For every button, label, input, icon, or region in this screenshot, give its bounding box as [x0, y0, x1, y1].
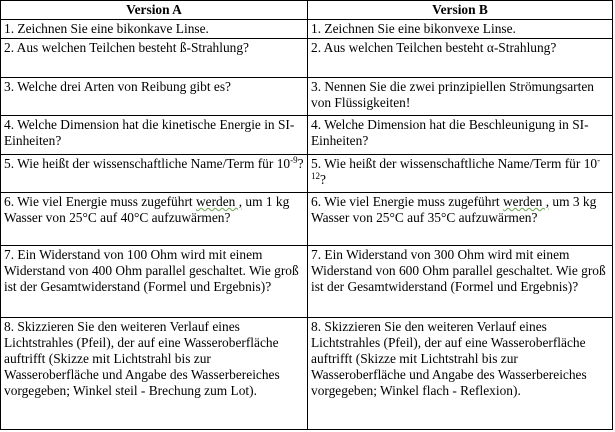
question-cell-a: 4. Welche Dimension hat die kinetische Energie in SI-Einheiten?	[1, 116, 308, 154]
question-cell-b: 8. Skizzieren Sie den weiteren Verlauf eines Lichtstrahles (Pfeil), der auf eine Wasseroberfläche auftrifft (Skizze mit Lichtstrahl bis zur Wasseroberfläche und Angabe des Wasserbereiches vorgegeben; Winkel flach - Reflexion).	[308, 317, 613, 429]
question-text: 5. Wie heißt der wissenschaftliche Name/Term für 10	[4, 155, 291, 171]
table-row	[1, 246, 613, 318]
spellcheck-marked-text: werden ,	[195, 194, 243, 210]
question-cell-b: 2. Aus welchen Teilchen besteht α-Strahlung?	[308, 39, 613, 77]
question-text-end: ?	[297, 155, 304, 171]
table-row	[1, 193, 613, 246]
table-row	[1, 77, 613, 115]
question-text-end: um 3 kg Wasser von 25°C auf 35°C aufzuwärmen?	[311, 194, 597, 226]
question-cell-b: 1. Zeichnen Sie eine bikonvexe Linse.	[308, 20, 613, 39]
exponent: -9	[290, 154, 298, 165]
question-text: 6. Wie viel Energie muss zugeführt	[4, 194, 196, 210]
question-cell-a: 3. Welche drei Arten von Reibung gibt es?	[1, 77, 308, 115]
question-text-end: ?	[320, 171, 326, 187]
question-cell-b	[308, 193, 613, 246]
question-cell-b: 3. Nennen Sie die zwei prinzipiellen Strömungsarten von Flüssigkeiten!	[308, 77, 613, 115]
table-row	[1, 154, 613, 192]
exponent: -12	[311, 154, 601, 181]
question-text: 6. Wie viel Energie muss zugeführt	[311, 194, 503, 210]
spellcheck-marked-text: werden ,	[502, 194, 550, 210]
question-cell-a: 8. Skizzieren Sie den weiteren Verlauf eines Lichtstrahles (Pfeil), der auf eine Wasseroberfläche auftrifft (Skizze mit Lichtstrahl bis zur Wasseroberfläche und Angabe des Wasserbereiches vorgegeben; Winkel steil - Brechung zum Lot).	[1, 317, 308, 429]
header-row	[1, 1, 613, 20]
table-row	[1, 39, 613, 77]
column-header-version-a: Version A	[1, 1, 308, 20]
question-text: 5. Wie heißt der wissenschaftliche Name/Term für 10	[311, 155, 598, 171]
question-cell-a: 7. Ein Widerstand von 100 Ohm wird mit einem Widerstand von 400 Ohm parallel geschaltet. Wie groß ist der Gesamtwiderstand (Formel und Ergebnis)?	[1, 246, 308, 318]
question-cell-b: 7. Ein Widerstand von 300 Ohm wird mit einem Widerstand von 600 Ohm parallel geschaltet. Wie groß ist der Gesamtwiderstand (Formel und Ergebnis)?	[308, 246, 613, 318]
question-cell-a: 1. Zeichnen Sie eine bikonkave Linse.	[1, 20, 308, 39]
table-row	[1, 20, 613, 39]
question-cell-a	[1, 193, 308, 246]
question-cell-b	[308, 154, 613, 192]
column-header-version-b: Version B	[308, 1, 613, 20]
table-row	[1, 116, 613, 154]
question-cell-b: 4. Welche Dimension hat die Beschleunigung in SI-Einheiten?	[308, 116, 613, 154]
table-row	[1, 317, 613, 429]
question-cell-a	[1, 154, 308, 192]
question-text-end: um 1 kg Wasser von 25°C auf 40°C aufzuwärmen?	[4, 194, 290, 226]
question-cell-a: 2. Aus welchen Teilchen besteht ß-Strahlung?	[1, 39, 308, 77]
